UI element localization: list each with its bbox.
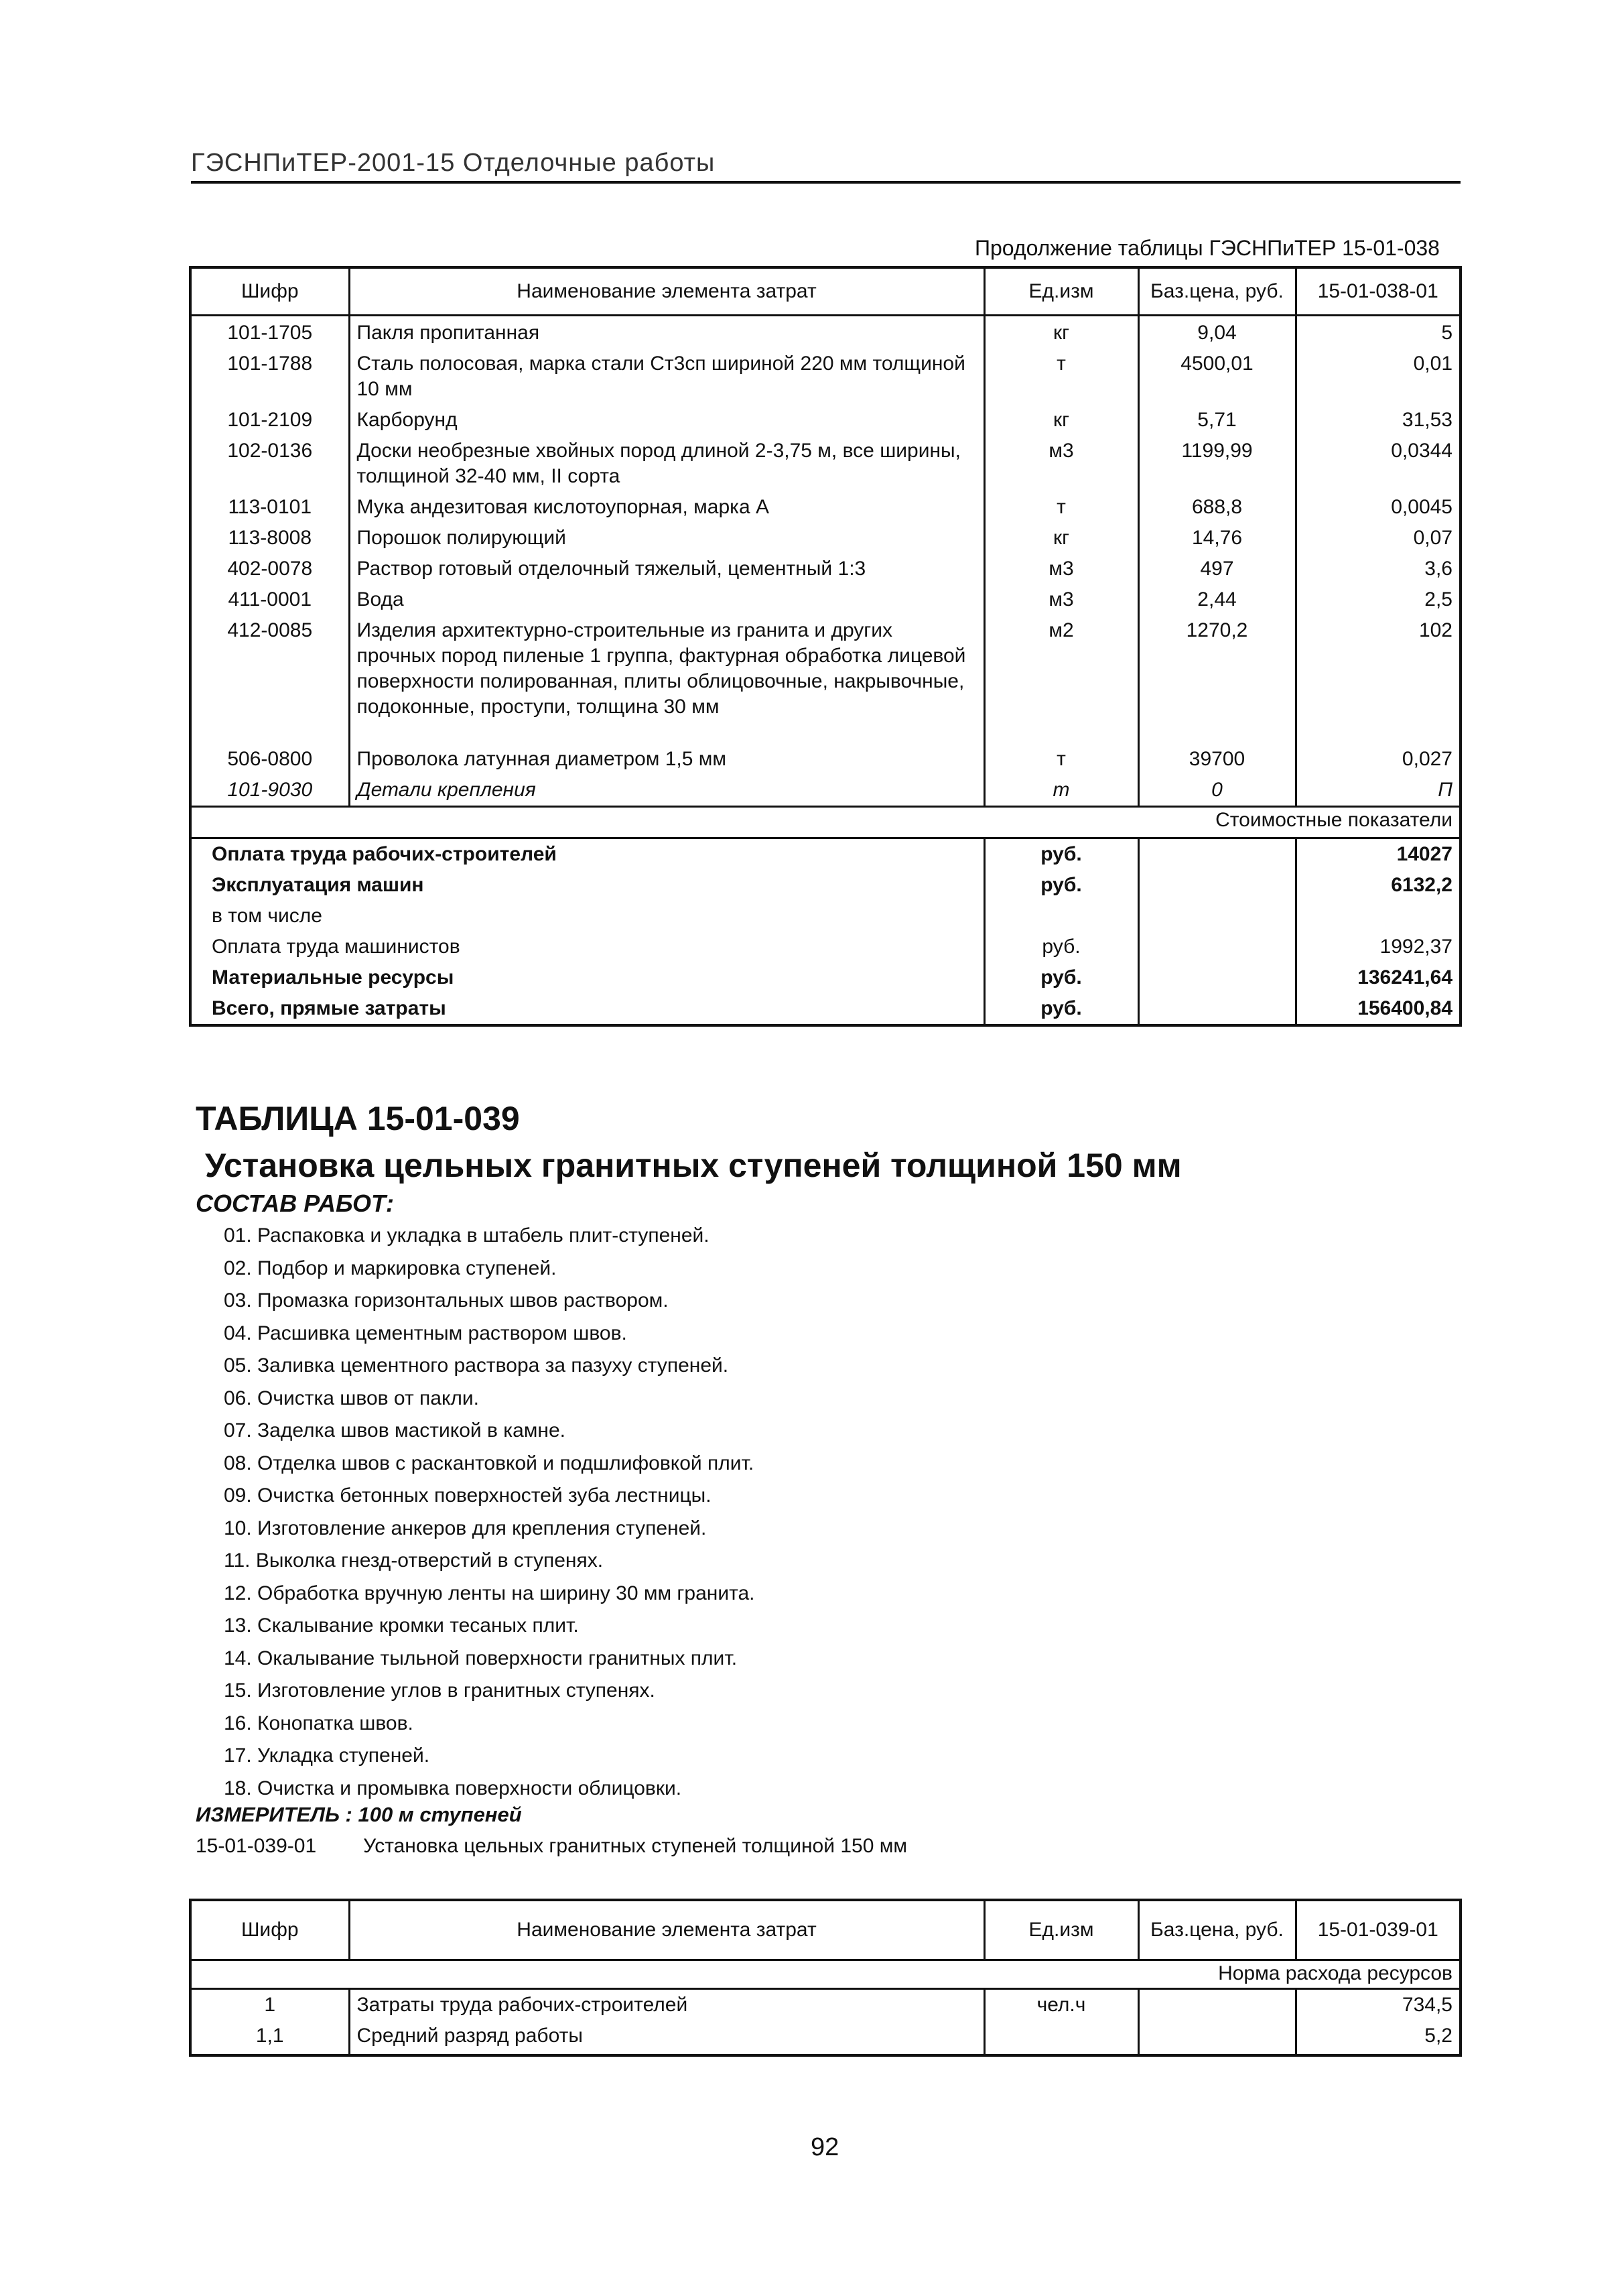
table-row [190, 346, 1461, 402]
table-header-row [190, 1900, 1461, 1960]
cell-unit: чел.ч [984, 1989, 1138, 2019]
cell-price: 0 [1138, 772, 1296, 807]
summary-price [1138, 960, 1296, 991]
cell-name: Вода [349, 582, 984, 613]
cell-name: Мука андезитовая кислотоупорная, марка А [349, 489, 984, 520]
cell-name: Проволока латунная диаметром 1,5 мм [349, 741, 984, 772]
column-header: Наименование элемента затрат [349, 1900, 984, 1960]
table-subtitle: Установка цельных гранитных ступеней толщиной 150 мм [205, 1147, 1182, 1184]
cell-unit: м3 [984, 551, 1138, 582]
cell-name: Доски необрезные хвойных пород длиной 2-3,75 м, все ширины, толщиной 32-40 мм, II сорта [349, 433, 984, 489]
summary-value: 1992,37 [1379, 936, 1452, 958]
cell-code: 411-0001 [190, 582, 349, 613]
running-header: ГЭСНПиТЕР-2001-15 Отделочные работы [191, 149, 716, 177]
cell-code: 412-0085 [190, 613, 349, 741]
column-header: Ед.изм [984, 1900, 1138, 1960]
composition-label: СОСТАВ РАБОТ: [196, 1190, 394, 1217]
summary-unit: руб. [984, 991, 1138, 1025]
section-label-row [190, 1960, 1461, 1989]
cell-name: Изделия архитектурно-строительные из гранита и других прочных пород пиленые 1 группа, фактурная обработка лицевой поверхности полированная, плиты облицовочные, накрывочные, подоконные, проступи, толщина 30 мм [349, 613, 984, 741]
cell-unit: м3 [984, 433, 1138, 489]
cell-code: 101-1788 [190, 346, 349, 402]
cell-price: 688,8 [1138, 489, 1296, 520]
table-row [190, 1989, 1461, 2019]
summary-row [190, 991, 1461, 1025]
cell-name: Пакля пропитанная [349, 316, 984, 346]
summary-name: Всего, прямые затраты [212, 997, 446, 1019]
summary-row [190, 929, 1461, 960]
page-number: 92 [811, 2133, 839, 2161]
list-item: 04. Расшивка цементным раствором швов. [224, 1322, 627, 1344]
summary-row [190, 898, 1461, 929]
resource-table-039 [189, 1899, 1462, 2057]
cell-unit [984, 2018, 1138, 2055]
cell-value: 3,6 [1424, 558, 1452, 580]
cell-value: П [1438, 779, 1452, 801]
list-item: 18. Очистка и промывка поверхности облицовки. [224, 1777, 682, 1799]
summary-price [1138, 991, 1296, 1025]
list-item: 10. Изготовление анкеров для крепления ступеней. [224, 1517, 707, 1539]
summary-price [1138, 929, 1296, 960]
section-label-row [190, 807, 1461, 838]
table-row [190, 433, 1461, 489]
list-item: 08. Отделка швов с раскантовкой и подшлифовкой плит. [224, 1452, 754, 1474]
table-row [190, 772, 1461, 807]
summary-unit: руб. [984, 867, 1138, 898]
list-item: 06. Очистка швов от пакли. [224, 1387, 480, 1409]
cell-unit: т [984, 741, 1138, 772]
cell-code: 113-8008 [190, 520, 349, 551]
table-title: ТАБЛИЦА 15-01-039 [196, 1100, 520, 1137]
cell-unit: кг [984, 402, 1138, 433]
summary-name: Оплата труда рабочих-строителей [212, 843, 557, 865]
cell-code: 101-2109 [190, 402, 349, 433]
summary-value: 6132,2 [1391, 874, 1452, 896]
list-item: 01. Распаковка и укладка в штабель плит-ступеней. [224, 1224, 709, 1247]
section-label: Норма расхода ресурсов [190, 1960, 1461, 1989]
table-row [190, 520, 1461, 551]
column-header: Баз.цена, руб. [1138, 1900, 1296, 1960]
cell-code: 101-1705 [190, 316, 349, 346]
table-row [190, 489, 1461, 520]
list-item: 17. Укладка ступеней. [224, 1744, 430, 1767]
cell-value: 734,5 [1402, 1994, 1452, 2016]
summary-price [1138, 867, 1296, 898]
list-item: 05. Заливка цементного раствора за пазуху ступеней. [224, 1354, 729, 1377]
summary-unit [984, 898, 1138, 929]
cell-value: 5 [1441, 322, 1452, 344]
work-list [224, 1220, 755, 1805]
cell-unit: кг [984, 520, 1138, 551]
column-header: 15-01-039-01 [1296, 1900, 1461, 1960]
cell-code: 402-0078 [190, 551, 349, 582]
summary-value: 156400,84 [1357, 997, 1452, 1019]
summary-row [190, 838, 1461, 868]
cell-value: 5,2 [1424, 2025, 1452, 2047]
cell-unit: т [984, 489, 1138, 520]
summary-name: в том числе [212, 905, 322, 927]
summary-price [1138, 898, 1296, 929]
measure-unit: ИЗМЕРИТЕЛЬ : 100 м ступеней [196, 1803, 522, 1826]
table-row [190, 402, 1461, 433]
header-rule [191, 181, 1461, 184]
summary-value: 14027 [1396, 843, 1452, 865]
list-item: 02. Подбор и маркировка ступеней. [224, 1257, 557, 1279]
cell-price [1138, 1989, 1296, 2019]
list-item: 11. Выколка гнезд-отверстий в ступенях. [224, 1549, 604, 1572]
list-item: 09. Очистка бетонных поверхностей зуба лестницы. [224, 1484, 712, 1507]
cell-value: 0,07 [1413, 527, 1452, 549]
cell-price: 497 [1138, 551, 1296, 582]
cell-name: Порошок полирующий [349, 520, 984, 551]
cell-unit: м3 [984, 582, 1138, 613]
continuation-caption: Продолжение таблицы ГЭСНПиТЕР 15-01-038 [975, 236, 1440, 260]
cell-name: Затраты труда рабочих-строителей [349, 1989, 984, 2019]
cell-value: 31,53 [1402, 409, 1452, 431]
cell-value: 0,027 [1402, 748, 1452, 770]
list-item: 15. Изготовление углов в гранитных ступенях. [224, 1679, 655, 1702]
list-item: 12. Обработка вручную ленты на ширину 30 мм гранита. [224, 1582, 755, 1604]
summary-value: 136241,64 [1357, 966, 1452, 988]
cell-price: 2,44 [1138, 582, 1296, 613]
cell-code: 102-0136 [190, 433, 349, 489]
column-header: Наименование элемента затрат [349, 267, 984, 316]
resource-table-038 [189, 266, 1462, 1027]
cell-value: 0,01 [1413, 353, 1452, 375]
table-row [190, 613, 1461, 741]
table-row [190, 316, 1461, 346]
cell-name: Средний разряд работы [349, 2018, 984, 2055]
table-row [190, 551, 1461, 582]
norm-code-line [196, 1835, 907, 1858]
summary-unit: руб. [984, 929, 1138, 960]
cell-value: 2,5 [1424, 588, 1452, 611]
cell-price: 4500,01 [1138, 346, 1296, 402]
cell-code: 113-0101 [190, 489, 349, 520]
column-header: 15-01-038-01 [1296, 267, 1461, 316]
cell-unit: м2 [984, 613, 1138, 741]
list-item: 14. Окалывание тыльной поверхности гранитных плит. [224, 1647, 738, 1669]
cell-code: 1 [190, 1989, 349, 2019]
cell-price [1138, 2018, 1296, 2055]
cell-code: 101-9030 [190, 772, 349, 807]
column-header: Ед.изм [984, 267, 1138, 316]
cell-price: 1199,99 [1138, 433, 1296, 489]
cell-name: Раствор готовый отделочный тяжелый, цементный 1:3 [349, 551, 984, 582]
column-header: Шифр [190, 267, 349, 316]
summary-name: Оплата труда машинистов [212, 936, 460, 958]
list-item: 07. Заделка швов мастикой в камне. [224, 1419, 565, 1442]
cell-code: 506-0800 [190, 741, 349, 772]
list-item: 13. Скалывание кромки тесаных плит. [224, 1614, 579, 1637]
norm-code: 15-01-039-01 [196, 1835, 317, 1857]
summary-unit: руб. [984, 838, 1138, 868]
column-header: Баз.цена, руб. [1138, 267, 1296, 316]
summary-price [1138, 838, 1296, 868]
norm-code-name: Установка цельных гранитных ступеней толщиной 150 мм [363, 1835, 907, 1857]
cell-unit: т [984, 346, 1138, 402]
section-label: Стоимостные показатели [190, 807, 1461, 838]
cell-unit: т [984, 772, 1138, 807]
list-item: 03. Промазка горизонтальных швов раствором. [224, 1289, 669, 1312]
summary-name: Эксплуатация машин [212, 874, 424, 896]
cell-price: 1270,2 [1138, 613, 1296, 741]
table-row [190, 2018, 1461, 2055]
cell-price: 5,71 [1138, 402, 1296, 433]
cell-price: 39700 [1138, 741, 1296, 772]
summary-value [1296, 898, 1461, 929]
cell-value: 0,0344 [1391, 440, 1452, 462]
summary-name: Материальные ресурсы [212, 966, 454, 988]
cell-value: 0,0045 [1391, 496, 1452, 518]
cell-value: 102 [1418, 619, 1452, 641]
summary-unit: руб. [984, 960, 1138, 991]
cell-price: 9,04 [1138, 316, 1296, 346]
table-row [190, 741, 1461, 772]
summary-row [190, 960, 1461, 991]
table-row [190, 582, 1461, 613]
table-header-row [190, 267, 1461, 316]
cell-name: Сталь полосовая, марка стали Ст3сп шириной 220 мм толщиной 10 мм [349, 346, 984, 402]
cell-price: 14,76 [1138, 520, 1296, 551]
cell-name: Детали крепления [349, 772, 984, 807]
summary-row [190, 867, 1461, 898]
cell-unit: кг [984, 316, 1138, 346]
cell-name: Карборунд [349, 402, 984, 433]
column-header: Шифр [190, 1900, 349, 1960]
cell-code: 1,1 [190, 2018, 349, 2055]
list-item: 16. Конопатка швов. [224, 1712, 413, 1734]
